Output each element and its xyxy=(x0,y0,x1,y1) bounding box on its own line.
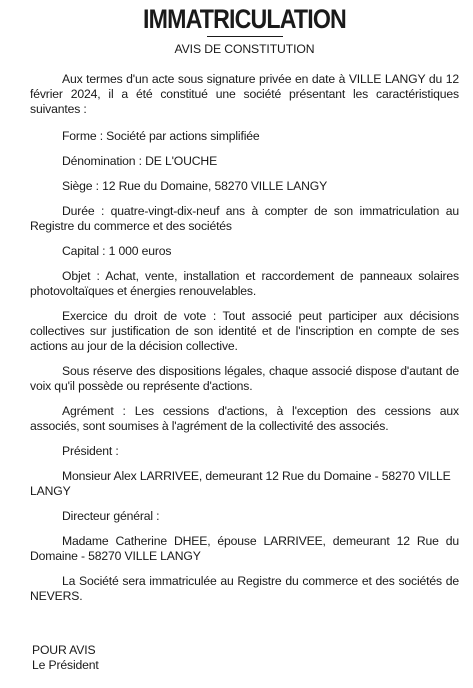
closing-spacer xyxy=(30,614,459,643)
notice-body xyxy=(30,72,459,673)
notice-title: IMMATRICULATION xyxy=(143,4,346,34)
paragraph-droit-de-vote: Exercice du droit de vote : Tout associé peut participer aux décisions collectives sur justification de son identité et de l'inscription en compte de ses actions au jour de la décision collective. xyxy=(30,309,459,353)
paragraph-president: Monsieur Alex LARRIVEE, demeurant 12 Rue du Domaine - 58270 VILLE LANGY xyxy=(30,469,451,498)
paragraph-capital: Capital : 1 000 euros xyxy=(62,244,172,258)
paragraph-forme: Forme : Société par actions simplifiée xyxy=(62,129,260,143)
paragraph-president-label: Président : xyxy=(62,444,119,458)
paragraph-directeur-label: Directeur général : xyxy=(62,509,160,523)
closing-pour-avis: POUR AVIS xyxy=(32,643,96,657)
paragraph-directeur: Madame Catherine DHEE, épouse LARRIVEE, demeurant 12 Rue du Domaine - 58270 VILLE LANGY xyxy=(30,534,459,563)
paragraph-objet: Objet : Achat, vente, installation et raccordement de panneaux solaires photovoltaïques et énergies renouvelables. xyxy=(30,269,459,298)
paragraph-siege: Siège : 12 Rue du Domaine, 58270 VILLE LANGY xyxy=(62,179,328,193)
title-divider xyxy=(207,36,283,37)
paragraph-voix: Sous réserve des dispositions légales, chaque associé dispose d'autant de voix qu'il possède ou représente d'actions. xyxy=(30,364,459,393)
paragraph-intro: Aux termes d'un acte sous signature privée en date à VILLE LANGY du 12 février 2024, il a été constitué une société présentant les caractéristiques suivantes : xyxy=(30,72,459,116)
paragraph-agrement: Agrément : Les cessions d'actions, à l'exception des cessions aux associés, sont soumises à l'agrément de la collectivité des associés. xyxy=(30,404,459,433)
notice-subtitle: AVIS DE CONSTITUTION xyxy=(174,42,315,56)
paragraph-duree: Durée : quatre-vingt-dix-neuf ans à compter de son immatriculation au Registre du commerce et des sociétés xyxy=(30,204,459,233)
paragraph-immatriculation: La Société sera immatriculée au Registre du commerce et des sociétés de NEVERS. xyxy=(30,574,459,603)
closing-signatory: Le Président xyxy=(32,658,99,672)
paragraph-denomination: Dénomination : DE L'OUCHE xyxy=(62,154,218,168)
